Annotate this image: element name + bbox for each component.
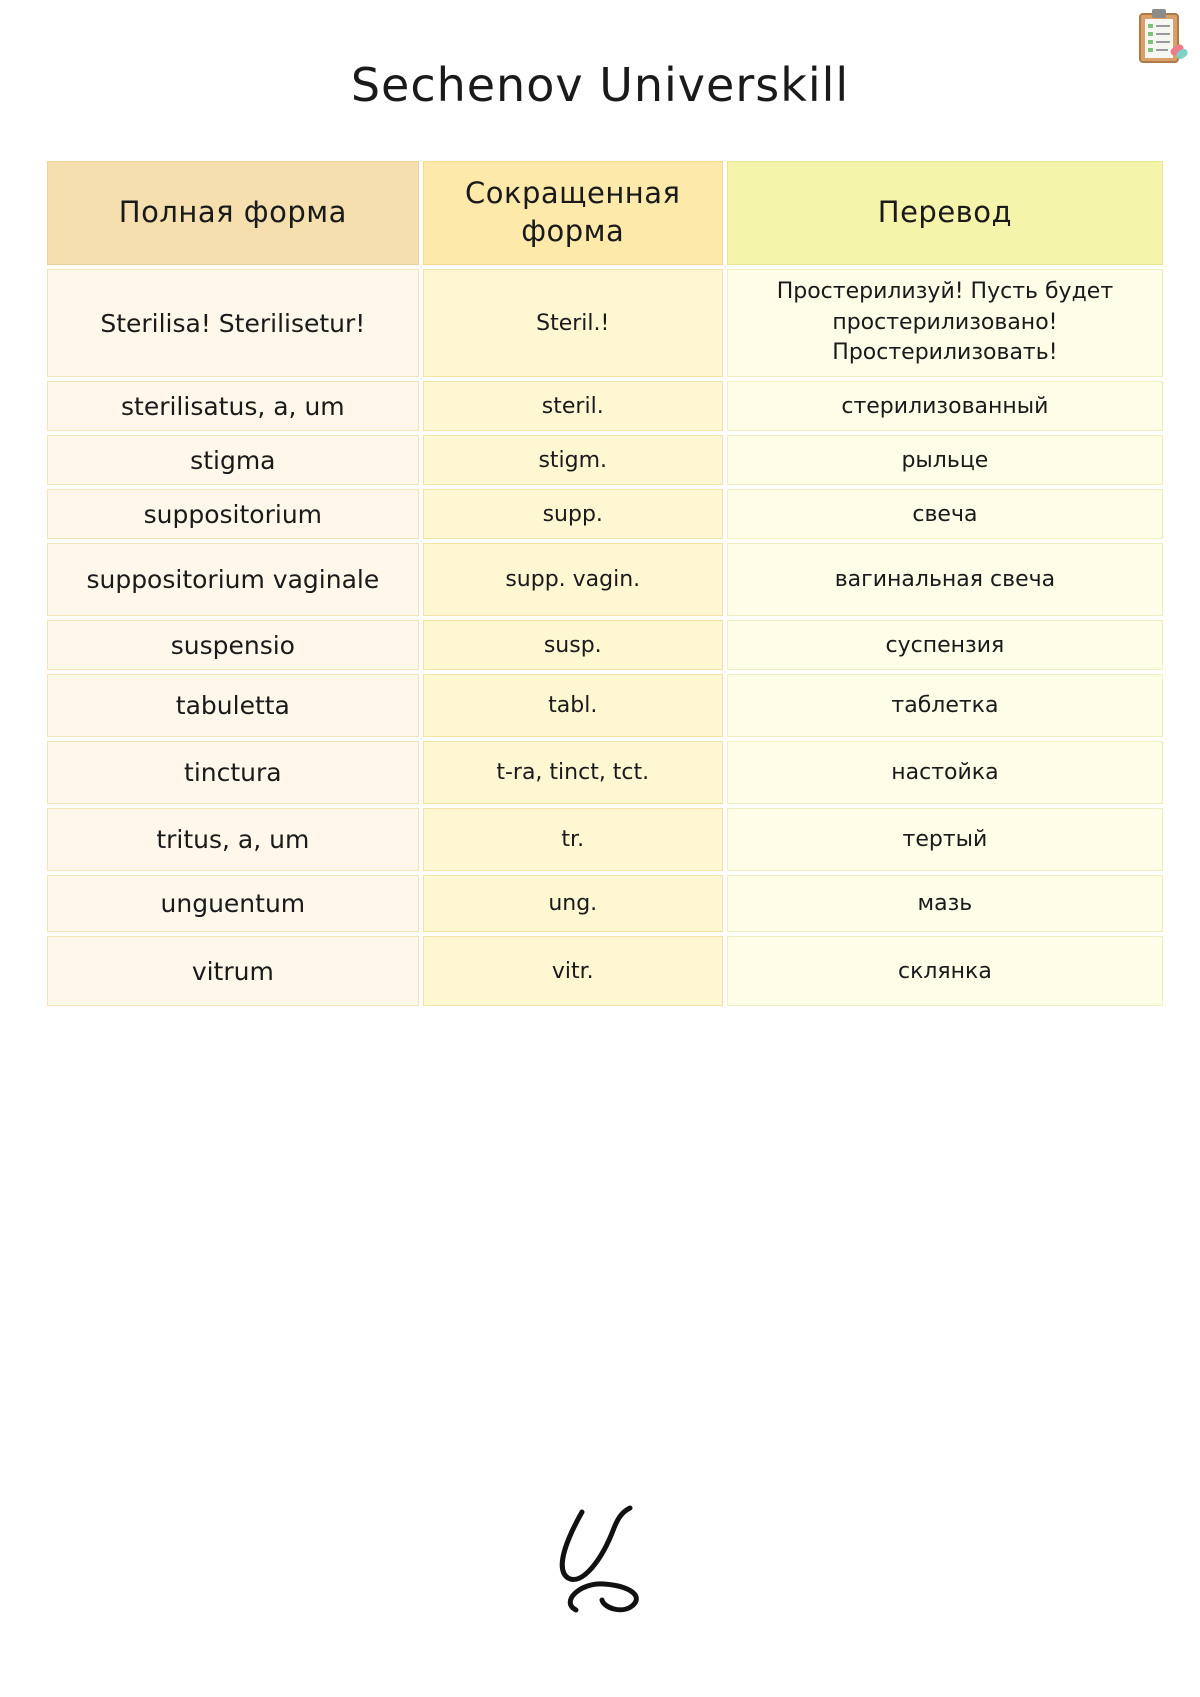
- table-row: [47, 808, 1163, 871]
- cell-short-form: Steril.!: [423, 269, 723, 377]
- cell-short-form: stigm.: [423, 435, 723, 485]
- cell-short-form: supp.: [423, 489, 723, 539]
- cell-full-form: suspensio: [47, 620, 419, 670]
- cell-short-form: tabl.: [423, 674, 723, 737]
- us-monogram-logo: [552, 1504, 650, 1616]
- table-row: [47, 543, 1163, 616]
- header-translation: Перевод: [727, 161, 1163, 265]
- table-row: [47, 620, 1163, 670]
- table-row: [47, 489, 1163, 539]
- cell-translation: настойка: [727, 741, 1163, 804]
- cell-full-form: suppositorium vaginale: [47, 543, 419, 616]
- cell-full-form: tinctura: [47, 741, 419, 804]
- table-row: [47, 741, 1163, 804]
- cell-translation: тертый: [727, 808, 1163, 871]
- cell-short-form: susp.: [423, 620, 723, 670]
- cell-short-form: ung.: [423, 875, 723, 932]
- table-row: [47, 435, 1163, 485]
- header-short-form: Сокращенная форма: [423, 161, 723, 265]
- cell-translation: вагинальная свеча: [727, 543, 1163, 616]
- cell-full-form: sterilisatus, a, um: [47, 381, 419, 431]
- table-header-row: [47, 161, 1163, 265]
- table-row: [47, 269, 1163, 377]
- cell-short-form: steril.: [423, 381, 723, 431]
- cell-translation: Простерилизуй! Пусть будет простерилизовано! Простерилизовать!: [727, 269, 1163, 377]
- cell-full-form: tritus, a, um: [47, 808, 419, 871]
- table-row: [47, 936, 1163, 1006]
- page-title: Sechenov Universkill: [350, 58, 850, 112]
- abbreviations-table: [47, 161, 1163, 1006]
- cell-full-form: unguentum: [47, 875, 419, 932]
- cell-full-form: stigma: [47, 435, 419, 485]
- cell-full-form: tabuletta: [47, 674, 419, 737]
- table-row: [47, 674, 1163, 737]
- cell-short-form: vitr.: [423, 936, 723, 1006]
- cell-translation: склянка: [727, 936, 1163, 1006]
- cell-translation: таблетка: [727, 674, 1163, 737]
- cell-translation: свеча: [727, 489, 1163, 539]
- clipboard-checklist-icon: [1136, 6, 1192, 66]
- cell-full-form: Sterilisa! Sterilisetur!: [47, 269, 419, 377]
- cell-translation: суспензия: [727, 620, 1163, 670]
- cell-translation: мазь: [727, 875, 1163, 932]
- cell-short-form: tr.: [423, 808, 723, 871]
- cell-translation: рыльце: [727, 435, 1163, 485]
- table-row: [47, 381, 1163, 431]
- cell-translation: стерилизованный: [727, 381, 1163, 431]
- table-row: [47, 875, 1163, 932]
- header-full-form: Полная форма: [47, 161, 419, 265]
- cell-short-form: supp. vagin.: [423, 543, 723, 616]
- cell-full-form: vitrum: [47, 936, 419, 1006]
- cell-short-form: t-ra, tinct, tct.: [423, 741, 723, 804]
- cell-full-form: suppositorium: [47, 489, 419, 539]
